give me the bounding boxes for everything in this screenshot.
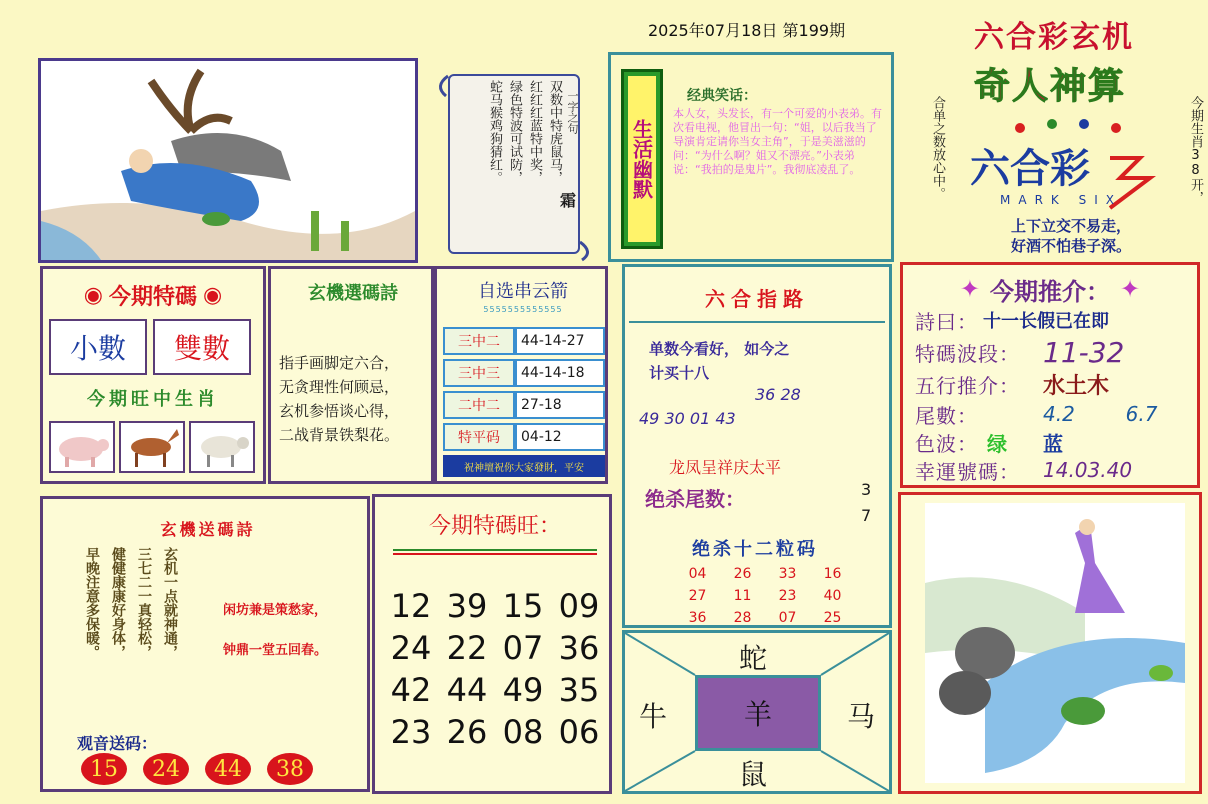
- guide-slogan: 龙凤呈祥庆太平: [669, 458, 782, 477]
- mark-six-logo: [960, 118, 1176, 210]
- zodiac-left: 牛: [639, 700, 668, 733]
- side-text-right: 今期生肖38开，: [1188, 96, 1203, 204]
- poem-title: 玄機選碼詩: [308, 283, 398, 304]
- hot-grid: 12 39 15 09 24 22 07 36 42 44 49 35 23 26 08 06: [390, 587, 600, 751]
- even-number-cell: 雙數: [153, 319, 251, 375]
- zodiac-bottom: 鼠: [739, 758, 768, 791]
- hot-title: 今期特碼旺：: [428, 514, 561, 539]
- issue-date: 2025年07月18日 第199期: [648, 21, 846, 40]
- special-title: ◉ 今期特碼 ◉: [83, 282, 223, 310]
- scroll-hint: 一字之句: [566, 90, 579, 134]
- guide-panel: [622, 264, 892, 628]
- guide-numbers: 36 28 49 30 01 43: [639, 385, 801, 428]
- guide-hint: 单数今看好， 如今之 计买十八: [649, 340, 790, 382]
- zodiac-compass: [622, 630, 892, 794]
- scroll-col: 蛇马猴鸡狗猜红。: [487, 80, 502, 184]
- recommend-row: 詩曰： 十一长假已在即: [915, 309, 1109, 334]
- hot-numbers-panel: [372, 494, 612, 794]
- cloud-row: 三中三 44-14-18: [443, 359, 605, 387]
- cloud-title: 自选串云箭: [478, 281, 568, 302]
- zodiac-right: 马: [847, 700, 876, 733]
- recommend-title: ✦ 今期推介： ✦: [959, 275, 1141, 306]
- cloud-row: 三中二 44-14-27: [443, 327, 605, 355]
- zodiac-top: 蛇: [739, 642, 768, 675]
- poem-panel: [268, 266, 434, 484]
- recommend-panel: [900, 262, 1200, 488]
- recommend-row: 五行推介： 水土木: [915, 373, 1110, 399]
- poem-lines: 指手画脚定六合， 无贪理性何顾忌， 玄机参悟谈心得， 二战背景铁梨花。: [279, 354, 400, 444]
- joke-text: 本人女，头发长，有一个可爱的小表弟。有次看电视，他冒出一句：“姐，以后我当了导演肯定请你当女主角”，于是美滋滋的问：“为什么啊？姐又不漂亮。”小表弟说：“我拍的是鬼片”。我彻底凌乱了。: [673, 107, 882, 176]
- small-number-cell: 小數: [49, 319, 147, 375]
- guide-title: 六合指路: [629, 273, 885, 323]
- cloud-sub: 5555555555555: [483, 305, 563, 314]
- zodiac-center: 羊: [695, 675, 821, 751]
- recommend-row: 色波： 绿 蓝: [915, 431, 1063, 456]
- recommend-row: 特碼波段： 11-32: [915, 335, 1125, 369]
- pig-image: [49, 421, 115, 473]
- scroll-col: 红红红蓝特中奖，: [527, 80, 542, 184]
- send-code-label: 观音送码：: [77, 734, 158, 753]
- code-ball: 38: [267, 753, 313, 785]
- special-code-panel: [40, 266, 266, 484]
- bottom-poem-side: 闲坊兼是策愁家， 钟鼎一堂五回春。: [223, 603, 328, 658]
- cloud-row: 特平码 04-12: [443, 423, 605, 451]
- joke-title: 经典笑话：: [687, 88, 757, 104]
- zodiac-title: 今期旺中生肖: [87, 389, 219, 410]
- kill-tail-values: 3 7: [861, 480, 872, 525]
- scroll-col: 双数中特虎鼠马，: [547, 80, 562, 184]
- kill-tail-label: 绝杀尾数：: [645, 487, 745, 511]
- code-ball: 24: [143, 753, 189, 785]
- recommend-row: 幸運號碼： 14.03.40: [915, 458, 1133, 484]
- bottom-poem-columns: 早晚注意多保暖。 健健康康好身体， 三七二一真轻松， 玄机一点就神通，: [84, 547, 178, 659]
- sheep-image: [189, 421, 255, 473]
- brand-title: 六合彩玄机: [974, 20, 1134, 55]
- logo-motto: 上下立交不易走， 好酒不怕巷子深。: [1010, 217, 1131, 255]
- cloud-footer: 祝神壇祝你大家發財，平安: [443, 455, 605, 477]
- code-ball: 44: [205, 753, 251, 785]
- recommend-row: 尾數： 4.2 6.7: [915, 402, 1158, 428]
- bottom-poem-panel: [40, 496, 370, 792]
- painting-sleeping-scholar: [38, 58, 418, 263]
- riddle-scroll: [434, 66, 594, 262]
- kill12-title: 绝杀十二粒码: [692, 539, 818, 560]
- brand-slogan: 奇人神算: [973, 66, 1126, 107]
- code-ball: 15: [81, 753, 127, 785]
- logo-sub: MARK SIX: [1000, 193, 1122, 207]
- horse-image: [119, 421, 185, 473]
- scroll-answer: 霜: [560, 191, 577, 210]
- painting-river-lady: [898, 492, 1202, 794]
- cloud-row: 二中二 27-18: [443, 391, 605, 419]
- side-text-left: 合单之数放心中。: [930, 96, 945, 200]
- joke-panel: [608, 52, 894, 262]
- hot-divider: [393, 549, 597, 555]
- kill12-grid: 04 26 33 16 27 11 23 40 36 28 07 25: [688, 566, 842, 626]
- cloud-arrow-panel: [434, 266, 608, 484]
- life-humor-tag: 生活幽默: [621, 69, 663, 249]
- bottom-poem-title: 玄機送碼詩: [160, 520, 256, 539]
- scroll-col: 绿色特波可试防，: [507, 80, 522, 184]
- logo-name: 六合彩: [970, 146, 1090, 192]
